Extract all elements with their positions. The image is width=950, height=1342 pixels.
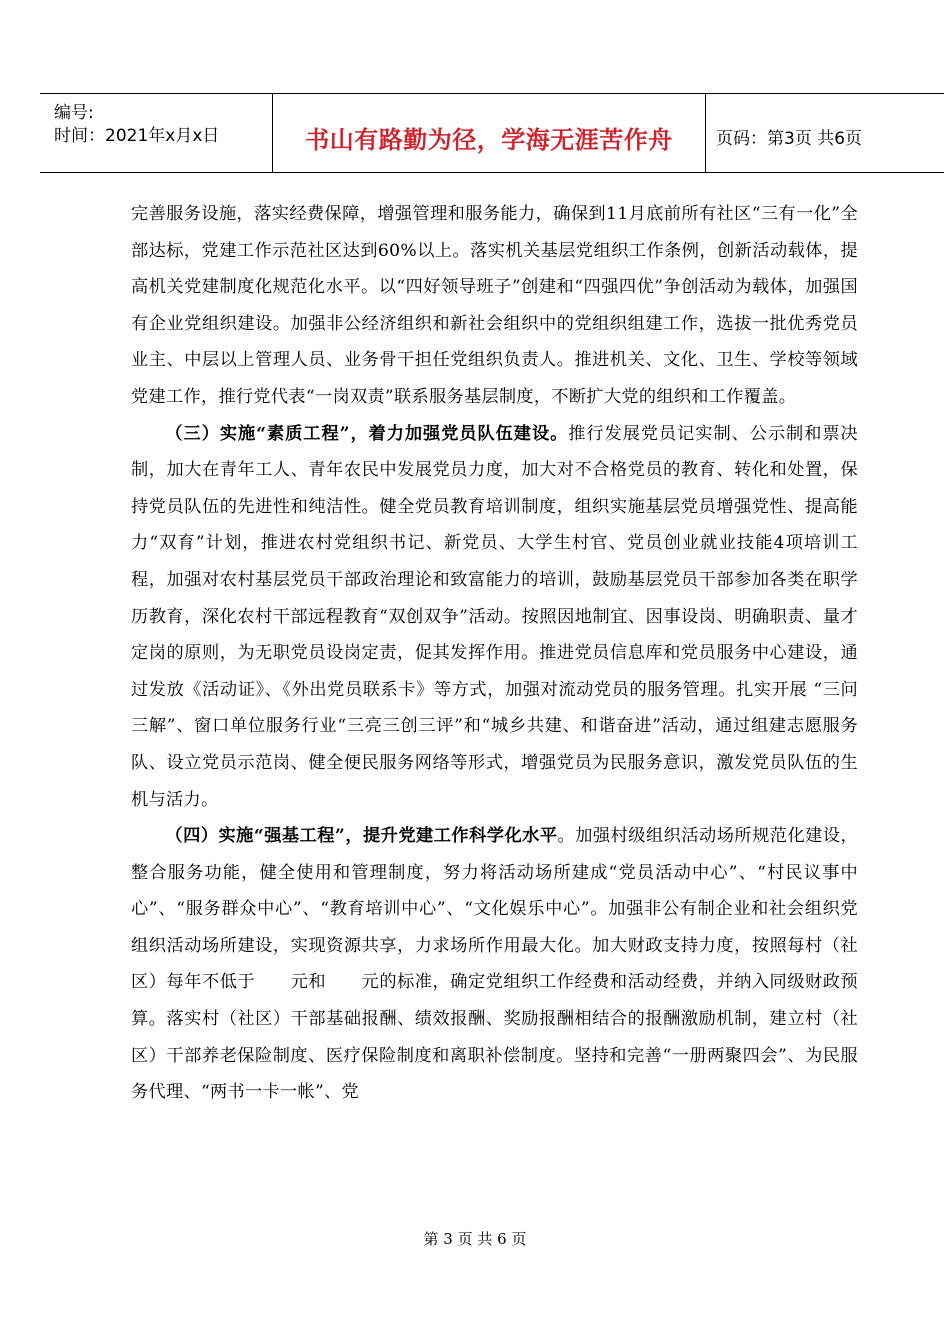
document-body	[131, 196, 858, 1111]
header-motto-cell	[273, 94, 706, 172]
page-footer: 第 3 页 共 6 页	[423, 1230, 527, 1248]
paragraph-3-text: 。加强村级组织活动场所规范化建设，整合服务功能，健全使用和管理制度，努力将活动场所建成“党员活动中心”、“村民议事中心”、“服务群众中心”、“教育培训中心”、“文化娱乐中心”。加强非公有制企业和社会组织党组织活动场所建设，实现资源共享，力求场所作用最大化。加大财政支持力度，按照每村（社区）每年不低于 元和 元的标准，确定党组织工作经费和活动经费，并纳入同级财政预算。落实村（社区）干部基础报酬、绩效报酬、奖励报酬相结合的报酬激励机制，建立村（社区）干部养老保险制度、医疗保险制度和离职补偿制度。坚持和完善“一册两聚四会”、为民服务代理、“两书一卡一帐”、党	[131, 826, 858, 1103]
paragraph-3	[131, 818, 858, 1111]
header-page-cell	[706, 94, 944, 172]
paragraph-2-heading: （三）实施“素质工程”，着力加强党员队伍建设。	[165, 423, 569, 444]
paragraph-2	[131, 416, 858, 819]
document-header	[40, 93, 944, 173]
header-meta-cell	[40, 94, 273, 172]
paragraph-2-text: 推行发展党员记实制、公示制和票决制，加大在青年工人、青年农民中发展党员力度，加大对不合格党员的教育、转化和处置，保持党员队伍的先进性和纯洁性。健全党员教育培训制度，组织实施基层党员增强党性、提高能力“双育”计划，推进农村党组织书记、新党员、大学生村官、党员创业就业技能4项培训工程，加强对农村基层党员干部政治理论和致富能力的培训，鼓励基层党员干部参加各类在职学历教育，深化农村干部远程教育“双创双争”活动。按照因地制宜、因事设岗、明确职责、量才定岗的原则，为无职党员设岗定责，促其发挥作用。推进党员信息库和党员服务中心建设，通过发放《活动证》、《外出党员联系卡》等方式，加强对流动党员的服务管理。扎实开展 “三问三解”、窗口单位服务行业“三亮三创三评”和“城乡共建、和谐奋进”活动，通过组建志愿服务队、设立党员示范岗、健全便民服务网络等形式，增强党员为民服务意识，激发党员队伍的生机与活力。	[131, 423, 858, 810]
paragraph-3-heading: （四）实施“强基工程”，提升党建工作科学化水平	[165, 826, 558, 847]
paragraph-1-text: 完善服务设施，落实经费保障，增强管理和服务能力，确保到11月底前所有社区“三有一化”全部达标，党建工作示范社区达到60%以上。落实机关基层党组织工作条例，创新活动载体，提高机关党建制度化规范化水平。以“四好领导班子”创建和“四强四优”争创活动为载体，加强国有企业党组织建设。加强非公经济组织和新社会组织中的党组织组建工作，选拔一批优秀党员业主、中层以上管理人员、业务骨干担任党组织负责人。推进机关、文化、卫生、学校等领域党建工作，推行党代表“一岗双责”联系服务基层制度，不断扩大党的组织和工作覆盖。	[131, 204, 858, 407]
paragraph-1	[131, 196, 858, 416]
motto: 书山有路勤为径，学海无涯苦作舟	[305, 126, 673, 154]
time-label: 时间：2021年x月x日	[54, 126, 220, 146]
page-info: 页码：第3页 共6页	[716, 129, 863, 149]
number-label: 编号:	[54, 103, 94, 123]
